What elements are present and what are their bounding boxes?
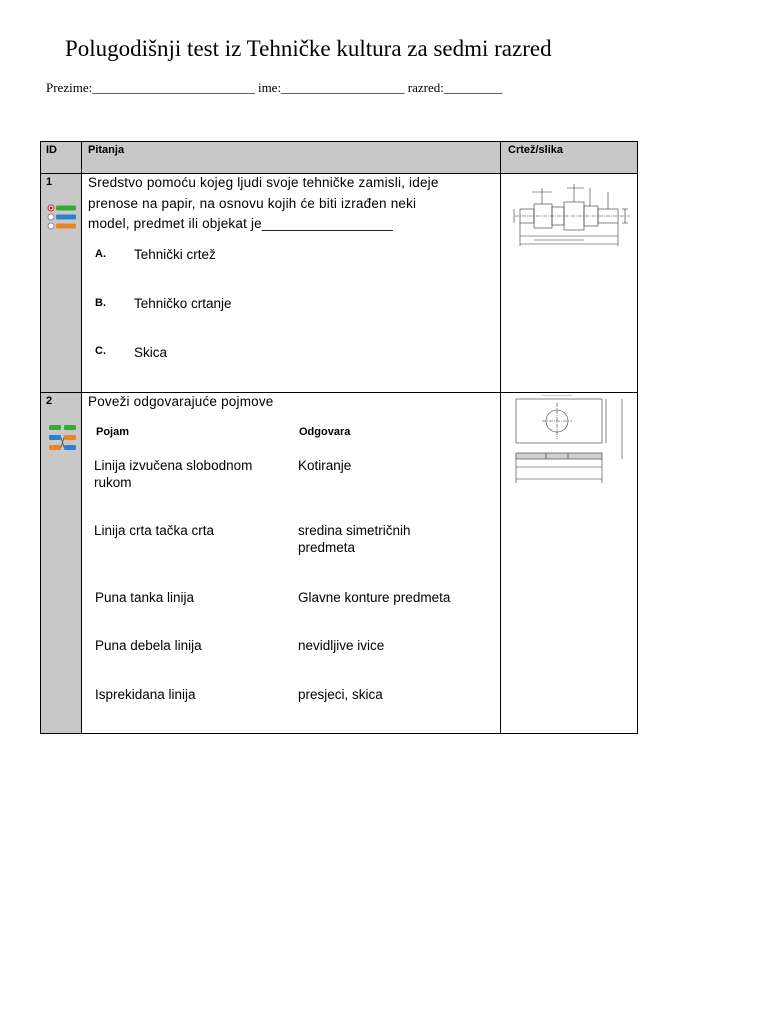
question-1-line: prenose na papir, na osnovu kojih će biti izrađen neki [88, 195, 417, 211]
odgovara-item-3[interactable]: Glavne konture predmeta [298, 590, 451, 605]
option-text-b[interactable]: Tehničko crtanje [134, 296, 232, 311]
question-1-line: Sredstvo pomoću kojeg ljudi svoje tehničke zamisli, ideje [88, 175, 439, 190]
header-id: ID [46, 144, 57, 156]
page-title: Polugodišnji test iz Tehničke kultura za sedmi razred [65, 36, 552, 61]
table-border [40, 141, 41, 734]
column-header-pojam: Pojam [96, 426, 130, 438]
question-1-line: model, predmet ili objekat je_________________ [88, 216, 393, 231]
odgovara-item-1[interactable]: Kotiranje [298, 458, 352, 473]
student-info-line: Prezime:_________________________ ime:___________________ razred:_________ [46, 80, 503, 95]
option-letter-b: B. [95, 297, 106, 309]
pojam-item-5[interactable]: Isprekidana linija [95, 687, 196, 702]
table-border [637, 141, 638, 734]
option-text-c[interactable]: Skica [134, 345, 168, 360]
pojam-item-4[interactable]: Puna debela linija [95, 638, 202, 653]
pojam-item-3[interactable]: Puna tanka linija [95, 590, 195, 605]
pojam-item-1[interactable]: Linija izvučena slobodnom rukom [94, 458, 253, 490]
question-1-text [88, 173, 439, 235]
table-border [40, 733, 638, 734]
option-text-a[interactable]: Tehnički crtež [134, 247, 216, 262]
matching-icon [48, 424, 78, 457]
plate-drawing [512, 395, 634, 493]
question-id-2: 2 [46, 395, 53, 407]
option-letter-c: C. [95, 345, 106, 357]
header-question: Pitanja [88, 144, 125, 156]
multiple-choice-icon [47, 204, 77, 235]
column-header-odgovara: Odgovara [299, 426, 351, 438]
odgovara-item-2[interactable]: sredina simetričnih predmeta [298, 523, 411, 555]
question-id-1: 1 [46, 176, 53, 188]
table-border [40, 141, 638, 142]
question-table [40, 141, 638, 734]
odgovara-item-5[interactable]: presjeci, skica [298, 687, 383, 702]
shaft-drawing [512, 174, 634, 256]
table-border [81, 141, 82, 734]
pojam-item-2[interactable]: Linija crta tačka crta [94, 523, 215, 538]
table-border [500, 141, 501, 734]
odgovara-item-4[interactable]: nevidljive ivice [298, 638, 385, 653]
header-drawing: Crtež/slika [508, 144, 564, 156]
question-2-text: Poveži odgovarajuće pojmove [88, 394, 274, 409]
option-letter-a: A. [95, 248, 106, 260]
